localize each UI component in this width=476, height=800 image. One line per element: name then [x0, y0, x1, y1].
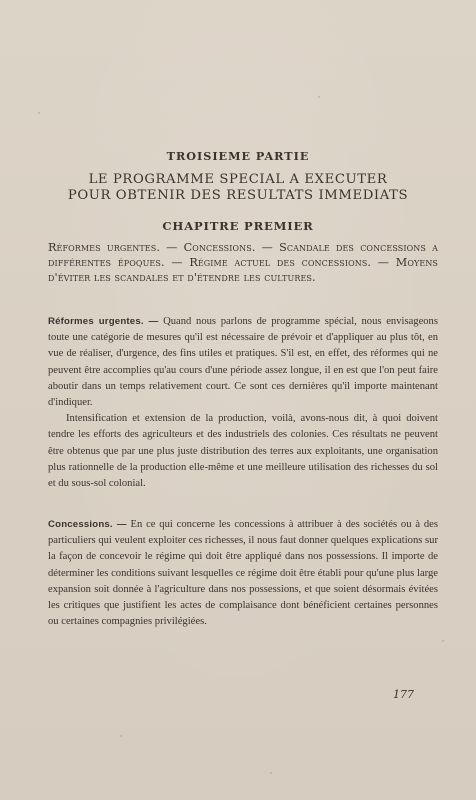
part-title: TROISIEME PARTIE	[166, 149, 310, 163]
section-reformes	[48, 314, 438, 492]
page-number: 177	[393, 688, 414, 701]
chapter-title: CHAPITRE PREMIER	[162, 219, 314, 233]
concessions-lead: Concessions. —	[48, 519, 127, 530]
paper-speck	[270, 772, 272, 774]
reformes-paragraph-1	[48, 314, 438, 411]
paper-speck	[442, 640, 444, 642]
chapter-summary: Réformes urgentes. — Concessions. — Scandale des concessions a différentes époques. — Régime actuel des concessions. — Moyens d'éviter les scandales et d'étendre les cultures.	[48, 241, 438, 285]
programme-title-line1: LE PROGRAMME SPECIAL A EXECUTER	[88, 172, 388, 187]
programme-title	[0, 172, 476, 204]
paper-speck	[318, 96, 320, 98]
concessions-text-1: En ce qui concerne les concessions à attribuer à des sociétés ou à des particuliers qui veulent exploiter ces richesses, il nous faut donner quelques explications sur la façon de concevoir le régime qui doit être appliqué dans nos possessions. Il importe de déterminer les conditions suivant lesquelles ce régime doit être établi pour qu'une plus large expansion soit donnée à l'agriculture dans nos possessions, et que soient désormais évitées les critiques que justifient les actes de complaisance dont bénéficient certaines personnes ou certaines compagnies privilégiées.	[48, 519, 438, 628]
reformes-text-1: Quand nous parlons de programme spécial, nous envisageons toute une catégorie de mesures qu'il est nécessaire de prévoir et d'appliquer au plus tôt, en vue de réaliser, d'urgence, des fins utiles et pratiques. S'il est, en effet, des réformes qui ne peuvent être accomplies qu'au cours d'une période assez longue, il en est que l'on peut faire aboutir dans un temps relativement court. Ce sont ces dernières qu'il importe maintenant d'indiquer.	[48, 316, 438, 409]
reformes-paragraph-2: Intensification et extension de la production, voilà, avons-nous dit, à quoi doivent tendre les efforts des agriculteurs et des industriels des colonies. Ces résultats ne peuvent être obtenus que par une plus juste distribution des terres aux exploitants, une organisation plus rationnelle de la production elle-même et une meilleure utilisation des richesses du sol et du sous-sol colonial.	[48, 413, 438, 490]
concessions-paragraph-1	[48, 517, 438, 630]
section-concessions	[48, 517, 438, 630]
programme-title-line2: POUR OBTENIR DES RESULTATS IMMEDIATS	[67, 188, 409, 203]
reformes-lead: Réformes urgentes. —	[48, 316, 159, 327]
paper-speck	[38, 112, 40, 114]
paper-speck	[120, 735, 122, 737]
